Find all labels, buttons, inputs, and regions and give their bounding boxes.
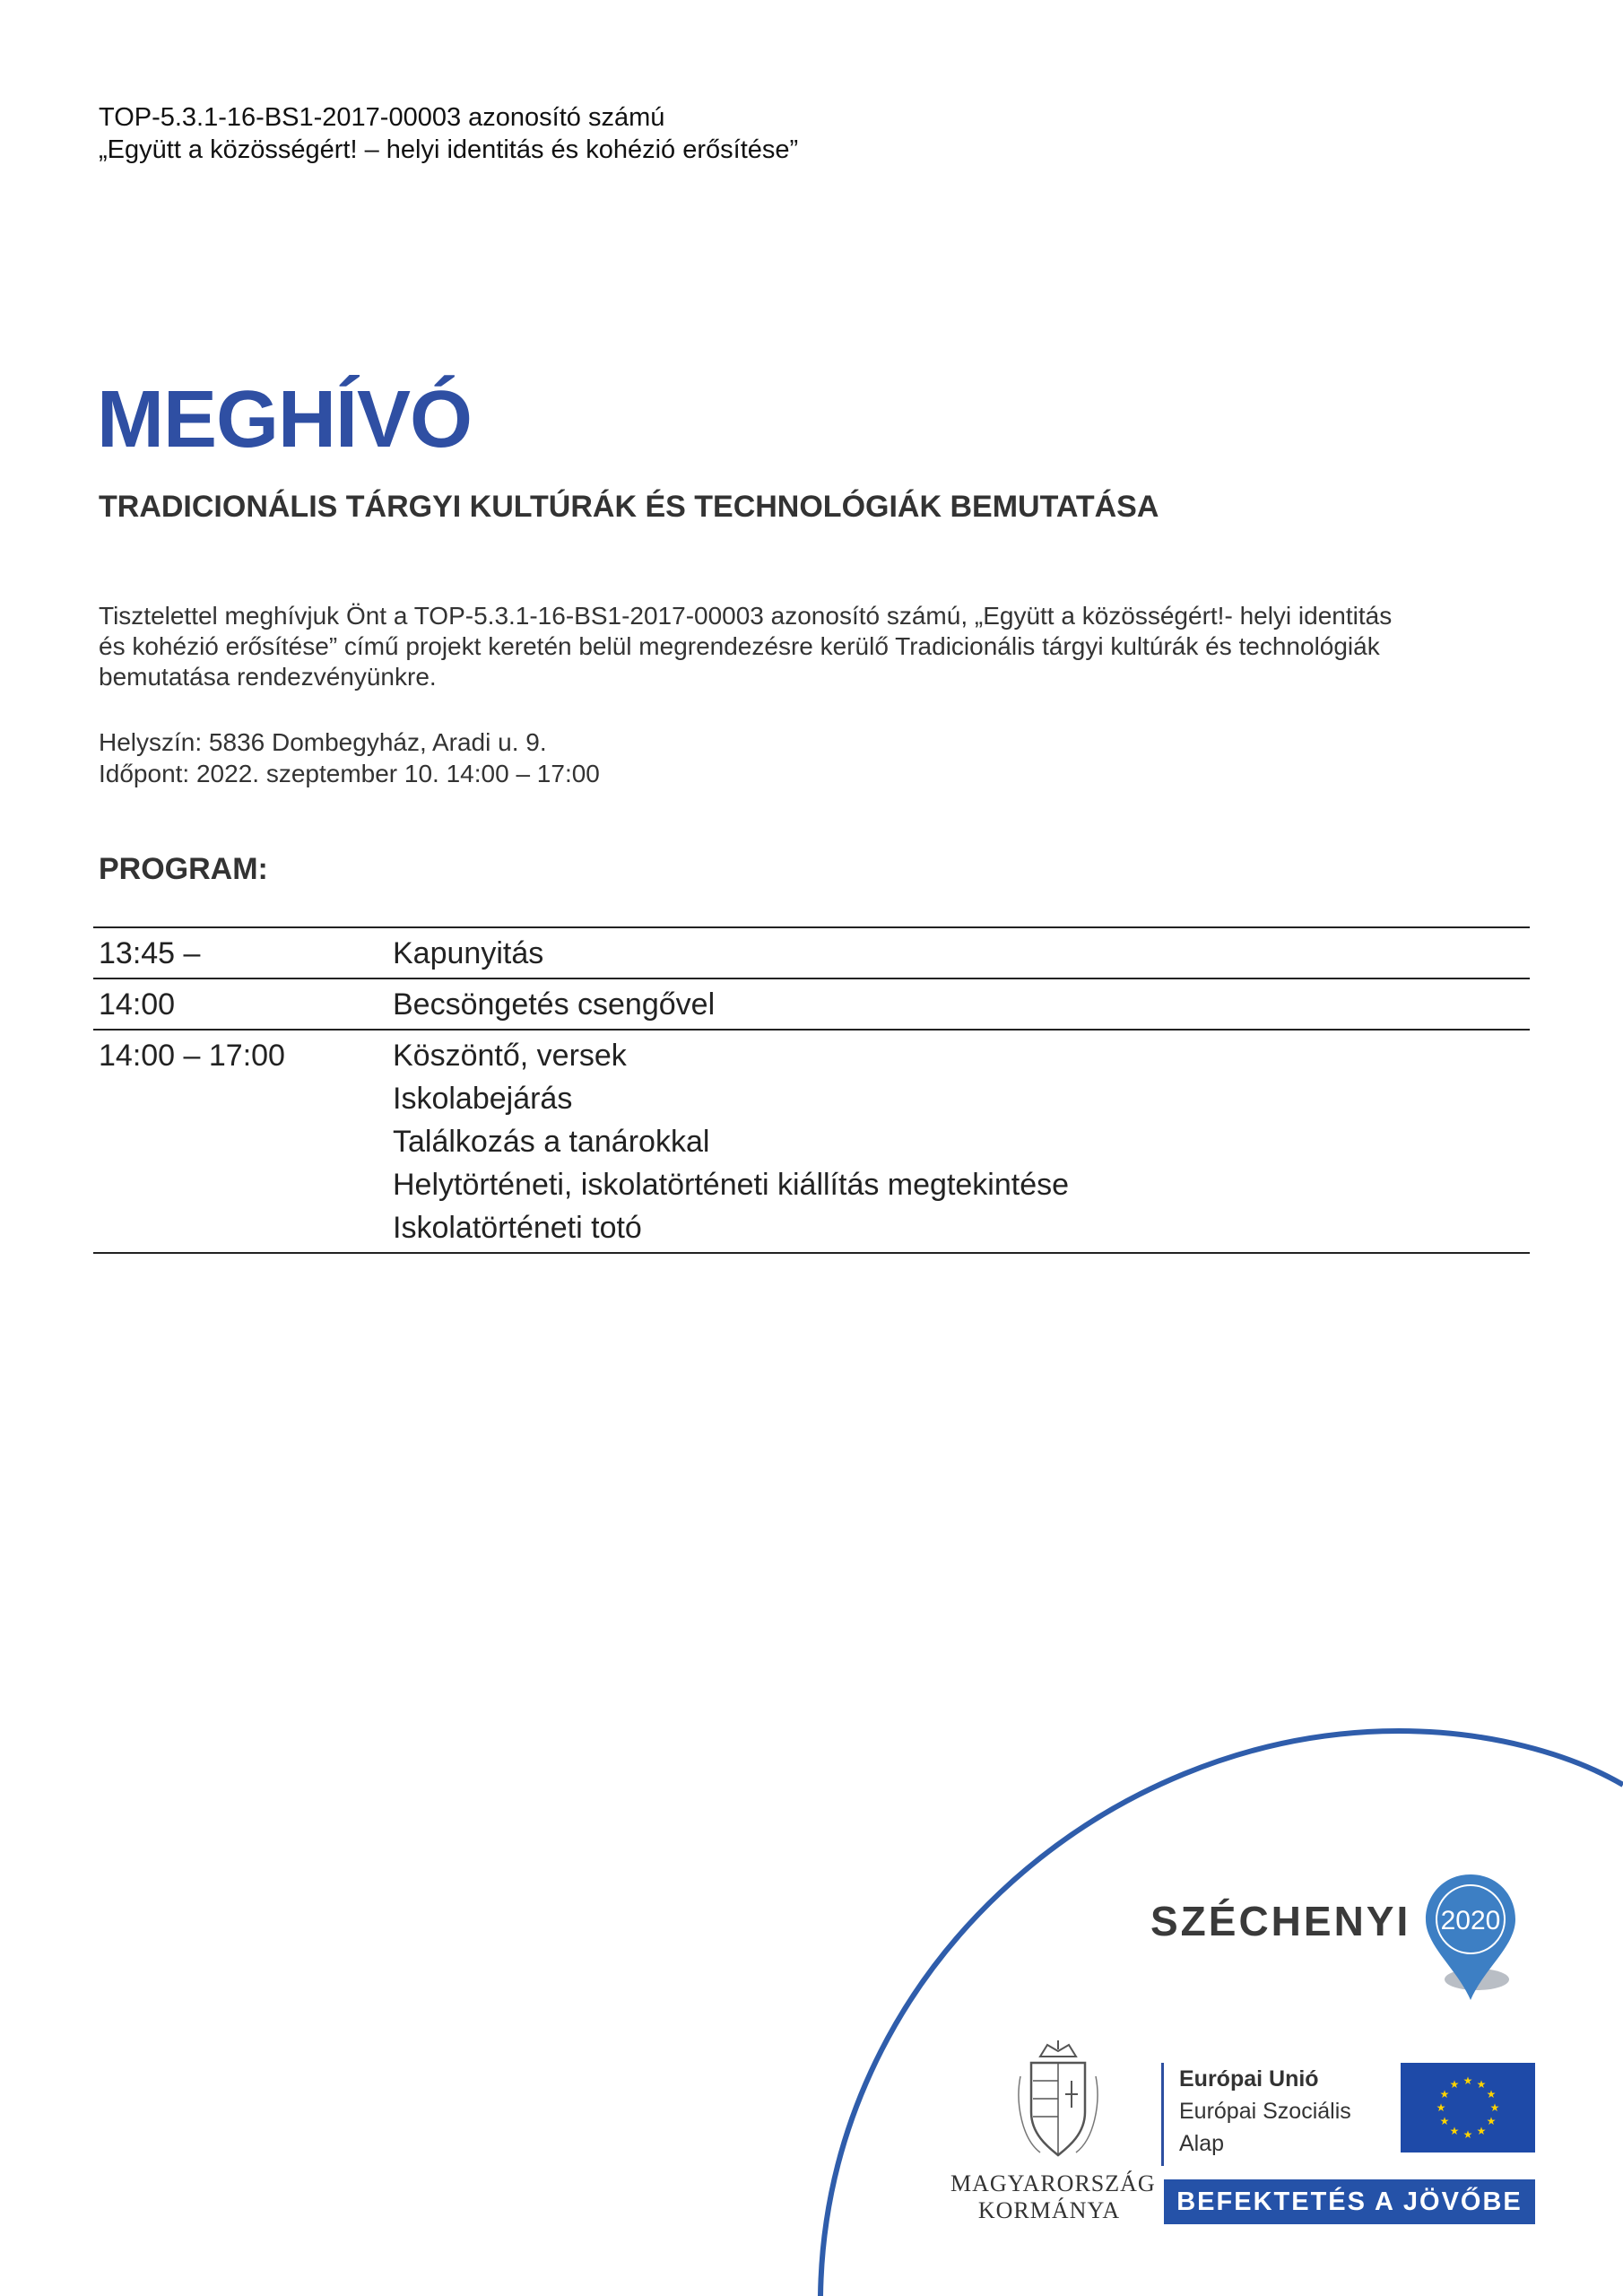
eu-fund-text (1179, 2063, 1351, 2160)
government-line: KORMÁNYA (977, 2197, 1121, 2223)
svg-text:★: ★ (1436, 2101, 1446, 2114)
eu-divider (1161, 2063, 1164, 2166)
program-item-line: Találkozás a tanárokkal (393, 1125, 710, 1159)
svg-text:★: ★ (1462, 2128, 1473, 2141)
svg-text:★: ★ (1486, 2115, 1497, 2127)
eu-fund-label: Alap (1179, 2131, 1225, 2156)
program-item-line: Iskolatörténeti totó (393, 1211, 642, 1245)
intro-line: Tisztelettel meghívjuk Önt a TOP-5.3.1-16-BS1-2017-00003 azonosító számú, „Együtt a közösségért!- helyi identitás (99, 602, 1393, 630)
svg-text:★: ★ (1476, 2078, 1487, 2091)
svg-text:★: ★ (1449, 2125, 1460, 2137)
government-line: MAGYARORSZÁG (950, 2170, 1156, 2196)
program-item-line: Köszöntő, versek (393, 1039, 627, 1073)
szechenyi-year: 2020 (1440, 1906, 1501, 1935)
intro-line: és kohézió erősítése” című projekt keretén belül megrendezésre kerülő Tradicionális tárgyi kultúrák és technológiák (99, 632, 1380, 660)
future-investment-banner: BEFEKTETÉS A JÖVŐBE (1164, 2179, 1535, 2224)
program-time: 14:00 – 17:00 (99, 1039, 285, 1073)
program-item-line: Helytörténeti, iskolatörténeti kiállítás megtekintése (393, 1168, 1070, 1202)
event-subtitle: TRADICIONÁLIS TÁRGYI KULTÚRÁK ÉS TECHNOLÓGIÁK BEMUTATÁSA (99, 490, 1159, 524)
program-item-line: Iskolabejárás (393, 1082, 573, 1116)
svg-text:★: ★ (1449, 2078, 1460, 2091)
svg-text:★: ★ (1462, 2074, 1473, 2087)
program-time: 13:45 – (99, 936, 201, 970)
program-item-line: Kapunyitás (393, 936, 544, 970)
svg-text:★: ★ (1476, 2125, 1487, 2137)
szechenyi-pin-icon (1421, 1870, 1520, 2005)
project-id-line: TOP-5.3.1-16-BS1-2017-00003 azonosító számú (99, 103, 665, 132)
government-logo-text (950, 2170, 1156, 2224)
svg-text:★: ★ (1439, 2115, 1450, 2127)
eu-union-label: Európai Unió (1179, 2066, 1319, 2092)
event-location: Helyszín: 5836 Dombegyház, Aradi u. 9. (99, 728, 547, 756)
program-time: 14:00 (99, 987, 176, 1022)
eu-fund-label: Európai Szociális (1179, 2099, 1351, 2124)
event-time: Időpont: 2022. szeptember 10. 14:00 – 17:00 (99, 760, 600, 787)
eu-flag-icon (1401, 2063, 1535, 2152)
project-name-line: „Együtt a közösségért! – helyi identitás és kohézió erősítése” (99, 135, 799, 164)
program-heading: PROGRAM: (99, 852, 268, 886)
page-title: MEGHÍVÓ (97, 375, 473, 465)
intro-line: bemutatása rendezvényünkre. (99, 663, 437, 691)
svg-text:★: ★ (1439, 2088, 1450, 2100)
szechenyi-logo-text: SZÉCHENYI (1150, 1898, 1411, 1944)
program-item-line: Becsöngetés csengővel (393, 987, 716, 1022)
svg-text:★: ★ (1489, 2101, 1500, 2114)
hungarian-coat-of-arms-icon (1013, 2040, 1103, 2161)
svg-text:★: ★ (1486, 2088, 1497, 2100)
